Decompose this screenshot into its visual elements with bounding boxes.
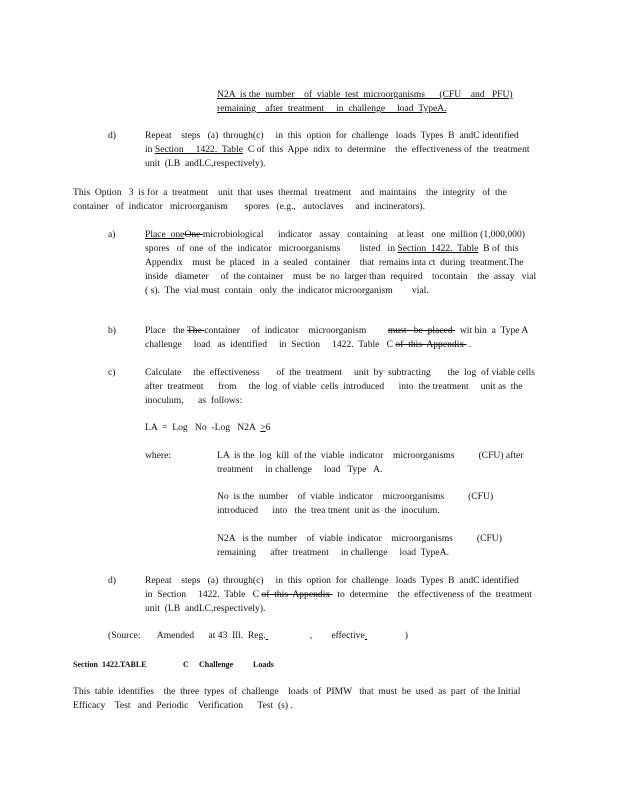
item-a-text: Place oneOne microbiological indicator assay containing at least one million (1,000,000) spores of one of the indicator microorganisms listed in Section 1422. Table B of this Appendix must be placed in a sealed container that remains inta ct during treatment.The inside diameter of the container must be no larger than required tocontain the assay vial ( s). The vial must contain only the indicator microorganism vial. bbox=[145, 229, 541, 296]
step-d1-marker: d) bbox=[108, 130, 116, 141]
n2a-line-2: remaining after treatment in challenge load TypeA. bbox=[217, 103, 447, 114]
item-c-marker: c) bbox=[108, 367, 116, 378]
step-d2-marker: d) bbox=[108, 575, 116, 586]
deleted-text: One bbox=[184, 229, 203, 240]
section-heading bbox=[73, 658, 274, 672]
section-label: Section bbox=[73, 660, 98, 669]
table-letter: C bbox=[183, 660, 189, 669]
definition-no: No is the number of viable indicator microorganisms (CFU) introduced into the trea tment unit as the inoculum. bbox=[217, 491, 496, 516]
section-reference: Section 1422. Table bbox=[397, 243, 479, 254]
where-label: where: bbox=[145, 450, 172, 461]
n2a-definition-top bbox=[217, 88, 557, 116]
n2a-line-1: N2A is the number of viable test microorganisms (CFU and PFU) bbox=[217, 89, 513, 100]
section-reference: Section 1422. Table bbox=[154, 144, 244, 155]
item-b-text: Place the The container of indicator microorganism must be placed wit hin a Type A challenge load as identified in Section 1422. Table C of this Appendix . bbox=[145, 325, 533, 350]
option-3-intro: This Option 3 is for a treatment unit that uses thermal treatment and maintains the integrity of the container of indicator microorganism spores (e.g., autoclaves and incinerators). bbox=[73, 187, 510, 212]
deleted-text: must be placed bbox=[387, 325, 456, 336]
step-d2-text: Repeat steps (a) through(c) in this option for challenge loads Types B andC identified in Section 1422. Table C of this Appendix to determine the effectiveness of the treatment unit (LB andLC,respectively). bbox=[145, 575, 542, 614]
item-c-text: Calculate the effectiveness of the treatment unit by subtracting the log of viable cells after treatment from the log of viable cells introduced into the treatment unit as the inoculum, as follows: bbox=[145, 367, 540, 406]
formula: LA = Log No -Log N2A >6 bbox=[145, 422, 271, 433]
definition-n2a: N2A is the number of viable indicator microorganisms (CFU) remaining after treatment in challenge load TypeA. bbox=[217, 533, 505, 558]
deleted-text: of this Appendix bbox=[395, 339, 467, 350]
section-number: 1422.TABLE bbox=[102, 660, 147, 669]
definition-la: LA is the log kill of the viable indicator microorganisms (CFU) after treatment in challenge load Type A. bbox=[217, 450, 531, 475]
step-d1-text: Repeat steps (a) through(c) in this option for challenge loads Types B andC identified in Section 1422. Table C of this Appe ndix to determine the effectiveness of the treatment unit (LB andLC,respectively). bbox=[145, 130, 540, 169]
deleted-text: The bbox=[186, 325, 205, 336]
item-a-marker: a) bbox=[108, 229, 116, 240]
closing-paragraph: This table identifies the three types of challenge loads of PIMW that must be used as part of the Initial Efficacy Test and Periodic Verification Test (s) . bbox=[73, 686, 528, 711]
heading-loads: Loads bbox=[253, 660, 274, 669]
deleted-text: of this Appendix bbox=[261, 589, 333, 600]
item-b-marker: b) bbox=[108, 325, 116, 336]
register-blank bbox=[266, 629, 310, 643]
heading-challenge: Challenge bbox=[199, 660, 234, 669]
source-note: (Source: Amended at 43 Ill. Reg. , effective ) bbox=[108, 630, 408, 641]
greater-equal-symbol: > bbox=[260, 422, 266, 433]
effective-date-blank bbox=[365, 629, 405, 643]
